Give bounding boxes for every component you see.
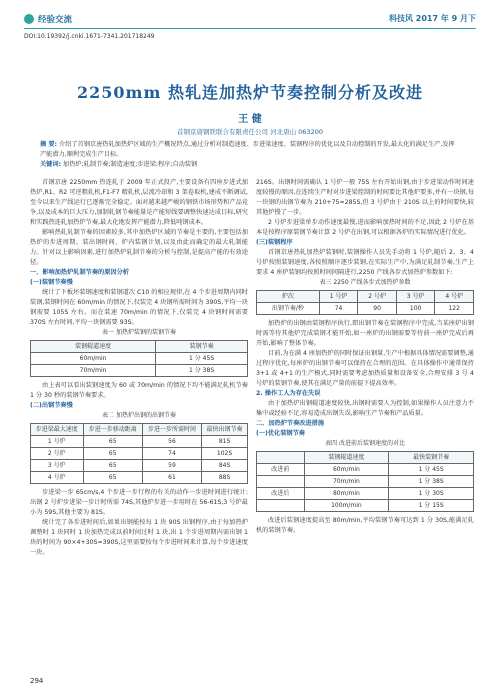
table-row xyxy=(257,488,474,500)
table-header: 步进梁最大速度 xyxy=(31,424,84,436)
section-heading: 一、影响加热炉轧制节奏的原因分析 xyxy=(30,269,129,276)
table-1 xyxy=(30,340,248,377)
table-header: 最快装钢节奏 xyxy=(389,452,474,464)
table-cell: 改进后 xyxy=(257,488,305,500)
paragraph: 统计完了各步进时间后,如果出钢能按每 1 块 90S 出钢程序,由于每加热炉调整时 1 块同时 1 块加热完成以前时间过时 1 块,出 1 个步进周期内需出钢 1 块的时间为 90×4+30S=390S,这里需要按每个步进时间来计算,每个步进速度一块。 xyxy=(30,519,248,556)
table-row xyxy=(257,303,474,315)
paragraph: 由上表可以看出装钢速度为 60 或 70m/min 的情况下均不能满足轧机节奏 1 分 30 秒的装钢节奏要求。 xyxy=(30,382,248,399)
paragraph: 改进后装钢速度提高至 80m/min,平均装钢节奏可达到 1 分 30S,能满足轧机的装钢节奏。 xyxy=(256,517,474,534)
table-header: 装钢节奏 xyxy=(156,341,248,353)
table-row xyxy=(31,365,248,377)
left-column xyxy=(30,178,248,558)
paragraph: 2 号炉步进梁单步动作速度最慢,进而影响加热时间的不足,因此 2 号炉在基本是按程序原装钢节奏计算 2 号炉在出钢,可以根据各炉的实际情况进行优化。 xyxy=(256,219,474,236)
table-cell: 60m/min xyxy=(304,464,389,476)
subsection-heading: (二)出钢节奏慢 xyxy=(30,402,73,409)
table-cell: 90 xyxy=(358,303,397,315)
table-cell: 56 xyxy=(142,436,201,448)
table-cell: 1 分 38S xyxy=(156,365,248,377)
table-header: 炉次 xyxy=(257,291,320,303)
subsection-heading: (三)装钢程序 xyxy=(256,239,293,246)
table-header: 装钢辊道速度 xyxy=(31,341,156,353)
table-caption: 表二 加热炉出钢的出钢节奏 xyxy=(102,412,176,419)
right-column xyxy=(256,178,474,536)
page-header xyxy=(24,12,476,34)
table-cell: 出钢节奏/秒 xyxy=(257,303,320,315)
article-title: 2250mm 热轧连加热炉节奏控制分析及改进 xyxy=(77,83,423,102)
table-caption: 表一 加热炉装钢的装钢节奏 xyxy=(102,329,176,336)
doi: DOI:10.19392/j.cnki.1671-7341.201718249 xyxy=(24,33,155,40)
table-cell: 70m/min xyxy=(304,476,389,488)
table-cell: 102S xyxy=(202,448,248,460)
table-header xyxy=(257,452,305,464)
table-cell: 1 分 45S xyxy=(156,353,248,365)
table-header: 步进一步移动距离 xyxy=(83,424,142,436)
table-cell: 1 分 45S xyxy=(389,464,474,476)
table-cell: 3 号炉 xyxy=(31,460,84,472)
table-cell: 122 xyxy=(435,303,474,315)
table-cell: 74 xyxy=(142,448,201,460)
table-cell: 改进前 xyxy=(257,464,305,476)
journal-logo-icon xyxy=(24,14,34,24)
table-cell: 88S xyxy=(202,472,248,484)
table-cell: 65 xyxy=(83,472,142,484)
table-row xyxy=(31,460,248,472)
table-header: 4 号炉 xyxy=(435,291,474,303)
table-cell: 1 号炉 xyxy=(31,436,84,448)
table-cell: 70m/min xyxy=(31,365,156,377)
table-cell: 2 号炉 xyxy=(31,448,84,460)
table-3 xyxy=(256,290,474,315)
table-cell: 100 xyxy=(396,303,435,315)
table-header: 2 号炉 xyxy=(358,291,397,303)
abstract-text: 介绍了首钢京唐热轧加热炉区域的生产概况特点,通过分析对制造速度、步进梁速度、装钢程序的优化以及自动控制的开发,最大化的满足生产,发挥产能潜力,顺利完成生产目标。 xyxy=(40,141,455,158)
table-cell: 4 号炉 xyxy=(31,472,84,484)
table-cell: 65 xyxy=(83,460,142,472)
table-cell: 1 分 15S xyxy=(389,500,474,512)
subsection-heading: 2. 操作工人为存在失误 xyxy=(256,390,321,397)
table-caption: 表三 2250 产线各步式加热炉参数 xyxy=(319,279,411,286)
table-row xyxy=(257,464,474,476)
table-cell: 100m/min xyxy=(304,500,389,512)
table-cell xyxy=(257,476,305,488)
affiliation: 首钢京唐钢铁联合有限责任公司 河北唐山 063200 xyxy=(177,128,323,136)
paragraph: 目前,为在满 4 座加热炉的同时保证出钢量,生产中根据具体情况需要调整,通过程序优化,每座炉的出钢节奏可以保持在合理的范围。在具体操作中通常保持 3+1 或 4+1 的生产模式,同时需要考虑加热质量和设备安全,合理安排 3 号 4 号炉的装钢节奏,使其在满足产量的前提下提高效率。 xyxy=(256,350,474,387)
table-row xyxy=(31,472,248,484)
table-row xyxy=(31,353,248,365)
table-cell: 59 xyxy=(142,460,201,472)
table-header: 1 号炉 xyxy=(319,291,358,303)
section-heading: 二、加热炉节奏改进措施 xyxy=(256,420,325,427)
table-cell: 65 xyxy=(83,436,142,448)
keywords-label: 关键词: xyxy=(40,161,62,168)
author: 王 健 xyxy=(238,114,262,125)
table-cell: 1 分 30S xyxy=(389,488,474,500)
paragraph: 由于加热炉出钢辊道速度较快,出钢时需要人为控制,如果操作人员注意力不集中或经验不足,容易造成出钢失误,影响生产节奏和产品质量。 xyxy=(256,400,474,417)
subsection-heading: (一)优化装钢节奏 xyxy=(256,430,305,437)
paragraph: 加热炉的出钢由装钢程序执行,即出钢节奏在装钢程序中完成,当某座炉出钢时需等待其他炉完成装钢才能开始,如一座炉的出钢需要等待前一座炉完成后再开始,影响了整体节奏。 xyxy=(256,320,474,347)
section-label: 经验交流 xyxy=(38,15,73,25)
paragraph: 影响热轧轧制节奏的因素较多,其中加热炉区域的节奏是主要的,主要包括加热炉的步进周期、装出钢时间、炉内装钢计划,以及由此而确定的最大轧制能力。针对以上影响因素,进行加热炉轧制节奏的分析与控制,是提高产能的有效途径。 xyxy=(30,229,248,266)
table-caption: 表四 改进前后装钢速度的对比 xyxy=(325,440,405,447)
paragraph: 首钢京唐 2250mm 热连轧于 2009 年正式投产,主要设备有四座步进式加热炉,R1、R2 可逆粗轧机,F1-F7 精轧机,层流冷却和 3 架卷取机,建成不断调试,至今以来生产线运行已逐渐完全稳定。面对越来越严峻的钢铁市场形势和产品竞争,以及成本的巨大压力,加制轧钢节奏能量是产能短线要调整快速达成目标,研究和实践热连轧加热炉节奏,最大化地发挥产能潜力,降低吨钢成本。 xyxy=(30,179,248,226)
table-cell xyxy=(257,500,305,512)
table-header: 装钢辊道速度 xyxy=(304,452,389,464)
table-header: 3 号炉 xyxy=(396,291,435,303)
paragraph: 216S。出钢时间需确认 1 号炉一般 75S 左右开始出钢,由于步进梁动作时间速度较慢的原因,在连续生产时对步进梁控制的时间要比其他炉要多,并有一块钢,每一块钢的出钢节奏为 210+75=285S,但 3 号炉由于 210S 以上的时间要快,较其他炉慢了一步。 xyxy=(256,179,474,216)
table-row xyxy=(31,436,248,448)
keywords: 加热炉;轧制节奏;制造速度;步进梁;程序;自动装钢 xyxy=(63,161,198,168)
table-2 xyxy=(30,423,248,484)
paragraph: 首钢京唐热轧加热炉装钢时,装钢操作人员先手动将 1 号炉,随后 2、3、4 号炉按照装钢速度,各按照顺序逐步装钢,在实际生产中,为满足轧制节奏,生产上要求 4 座炉装钢均按照时间间隔进行,2250 产线各步式加热炉参数如下: xyxy=(256,249,474,276)
table-cell: 60m/min xyxy=(31,353,156,365)
table-cell: 81S xyxy=(202,436,248,448)
paragraph: 步进梁一步 65cm/s,4 个步进一步行程的有关的动作一步进时间进行统计:出钢 2 号炉步进梁一步计时所需 74S,其他炉步进一步用时在 56-61S,3 号炉最小为 59S,其他主要为 81S。 xyxy=(30,489,248,516)
subsection-heading: (一)装钢节奏慢 xyxy=(30,279,73,286)
table-row xyxy=(31,448,248,460)
table-row xyxy=(257,500,474,512)
table-row xyxy=(257,476,474,488)
table-cell: 61 xyxy=(142,472,201,484)
table-4 xyxy=(256,451,474,512)
issue-label: 科技风 2017 年 9 月下 xyxy=(389,14,476,23)
paragraph: 统计了下板坯装钢速度和装钢道次 C10 的相应规律,在 4 个步进周期内同时装钢,装钢时间在 60m/min 的情况下,仅装完 4 块钢所需时间为 390S,平均一块钢需要 105S 左右。而在装速 70m/min 的情况下,仅装完 4 块钢时间需要 370S 左右时间,平均一块钢需要 93S。 xyxy=(30,289,248,326)
table-cell: 1 分 38S xyxy=(389,476,474,488)
table-header: 步进一步所需时间 xyxy=(142,424,201,436)
header-divider xyxy=(24,28,476,29)
abstract-label: 摘 要: xyxy=(40,141,58,148)
table-cell: 65 xyxy=(83,448,142,460)
table-cell: 74 xyxy=(319,303,358,315)
table-cell: 80m/min xyxy=(304,488,389,500)
table-cell: 84S xyxy=(202,460,248,472)
abstract xyxy=(40,140,460,170)
table-header: 最快出钢节奏 xyxy=(202,424,248,436)
page-number: 294 xyxy=(30,677,44,685)
